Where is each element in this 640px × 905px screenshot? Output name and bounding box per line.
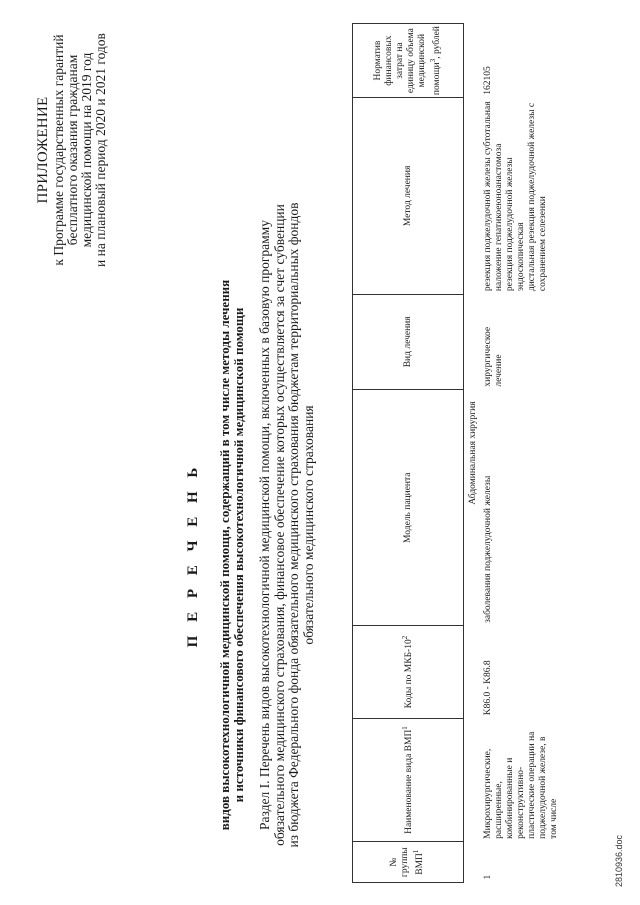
appendix-line: к Программе государственных гарантий	[51, 34, 66, 266]
treatment-method-item: резекция поджелудочной железы субтотальная	[483, 101, 493, 292]
header-treatment-type: Вид лечения	[353, 294, 464, 389]
header-icd-codes: Коды по МКБ-$10^2$	[353, 626, 464, 718]
cell-icd-codes: K86.0 - K86.8	[483, 660, 493, 716]
document-subtitle-line: видов высокотехнологичной медицинской помощи, содержащий в том числе методы лечения	[217, 279, 232, 831]
section-heading	[258, 165, 316, 885]
cell-vmp-name: Микрохирургические, расширенные, комбинированные и реконструктивно-пластические операции на поджелудочной железе, в том числе	[483, 731, 559, 839]
footnote-mark: 3	[428, 58, 437, 63]
header-group-number: № группы ВМП$^1$	[353, 842, 464, 883]
cell-treatment-type: хирургическое лечение	[483, 326, 504, 387]
treatment-method-item: наложение гепатикоеюноанастомоза	[494, 143, 504, 292]
table-row	[481, 24, 562, 883]
cell-cost-norm: 162105	[483, 66, 493, 95]
document-title-block	[185, 245, 246, 865]
cell-patient-model: заболевания поджелудочной железы	[483, 475, 493, 623]
header-vmp-name: Наименование вида ВМП$^1$	[353, 718, 464, 842]
appendix-line: бесплатного оказания гражданам	[65, 54, 80, 246]
table-header-row	[353, 24, 464, 883]
appendix-title: ПРИЛОЖЕНИЕ	[35, 96, 51, 204]
appendix-header	[36, 15, 108, 285]
section-title-abdominal-surgery: Абдоминальная хирургия	[468, 401, 478, 505]
treatment-method-item: резекция поджелудочной железы эндоскопическая	[505, 157, 526, 292]
cell-group-number: 1	[483, 874, 493, 880]
vmp-table	[352, 23, 562, 883]
footnote-mark: 2	[401, 635, 410, 640]
header-patient-model: Модель пациента	[353, 390, 464, 626]
section-line: из бюджета Федерального фонда обязательного медицинского страхования бюджетам территориальных фондов	[286, 202, 301, 848]
appendix-line: и на плановый период 2020 и 2021 годов	[93, 33, 108, 267]
footnote-mark: 1	[412, 849, 421, 854]
table-section-row	[464, 24, 482, 883]
section-line: обязательного медицинского страхования, финансовое обеспечение которых осуществляется за счет субвенции	[271, 204, 287, 846]
document-title: П Е Р Е Ч Е Н Ь	[185, 462, 201, 648]
header-treatment-method: Метод лечения	[353, 98, 464, 294]
section-line: Раздел I. Перечень видов высокотехнологичной медицинской помощи, включенных в базовую программу	[257, 220, 272, 830]
footnote-mark: 1	[401, 726, 410, 730]
appendix-line: медицинской помощи на 2019 год	[79, 52, 94, 248]
cell-treatment-methods	[481, 98, 562, 294]
section-line: обязательного медицинского страхования	[300, 405, 316, 645]
vmp-table-container	[352, 23, 562, 883]
document-subtitle-line: и источники финансового обеспечения высокотехнологичной медицинской помощи	[231, 307, 246, 803]
treatment-method-item: дистальная резекция поджелудочной железы с сохранением селезенки	[527, 102, 548, 292]
document-file-name: 2810936.doc	[614, 834, 624, 887]
header-cost-norm: Норматив финансовых затрат на единицу объема медицинской помощи$^3$, рублей	[353, 24, 464, 98]
